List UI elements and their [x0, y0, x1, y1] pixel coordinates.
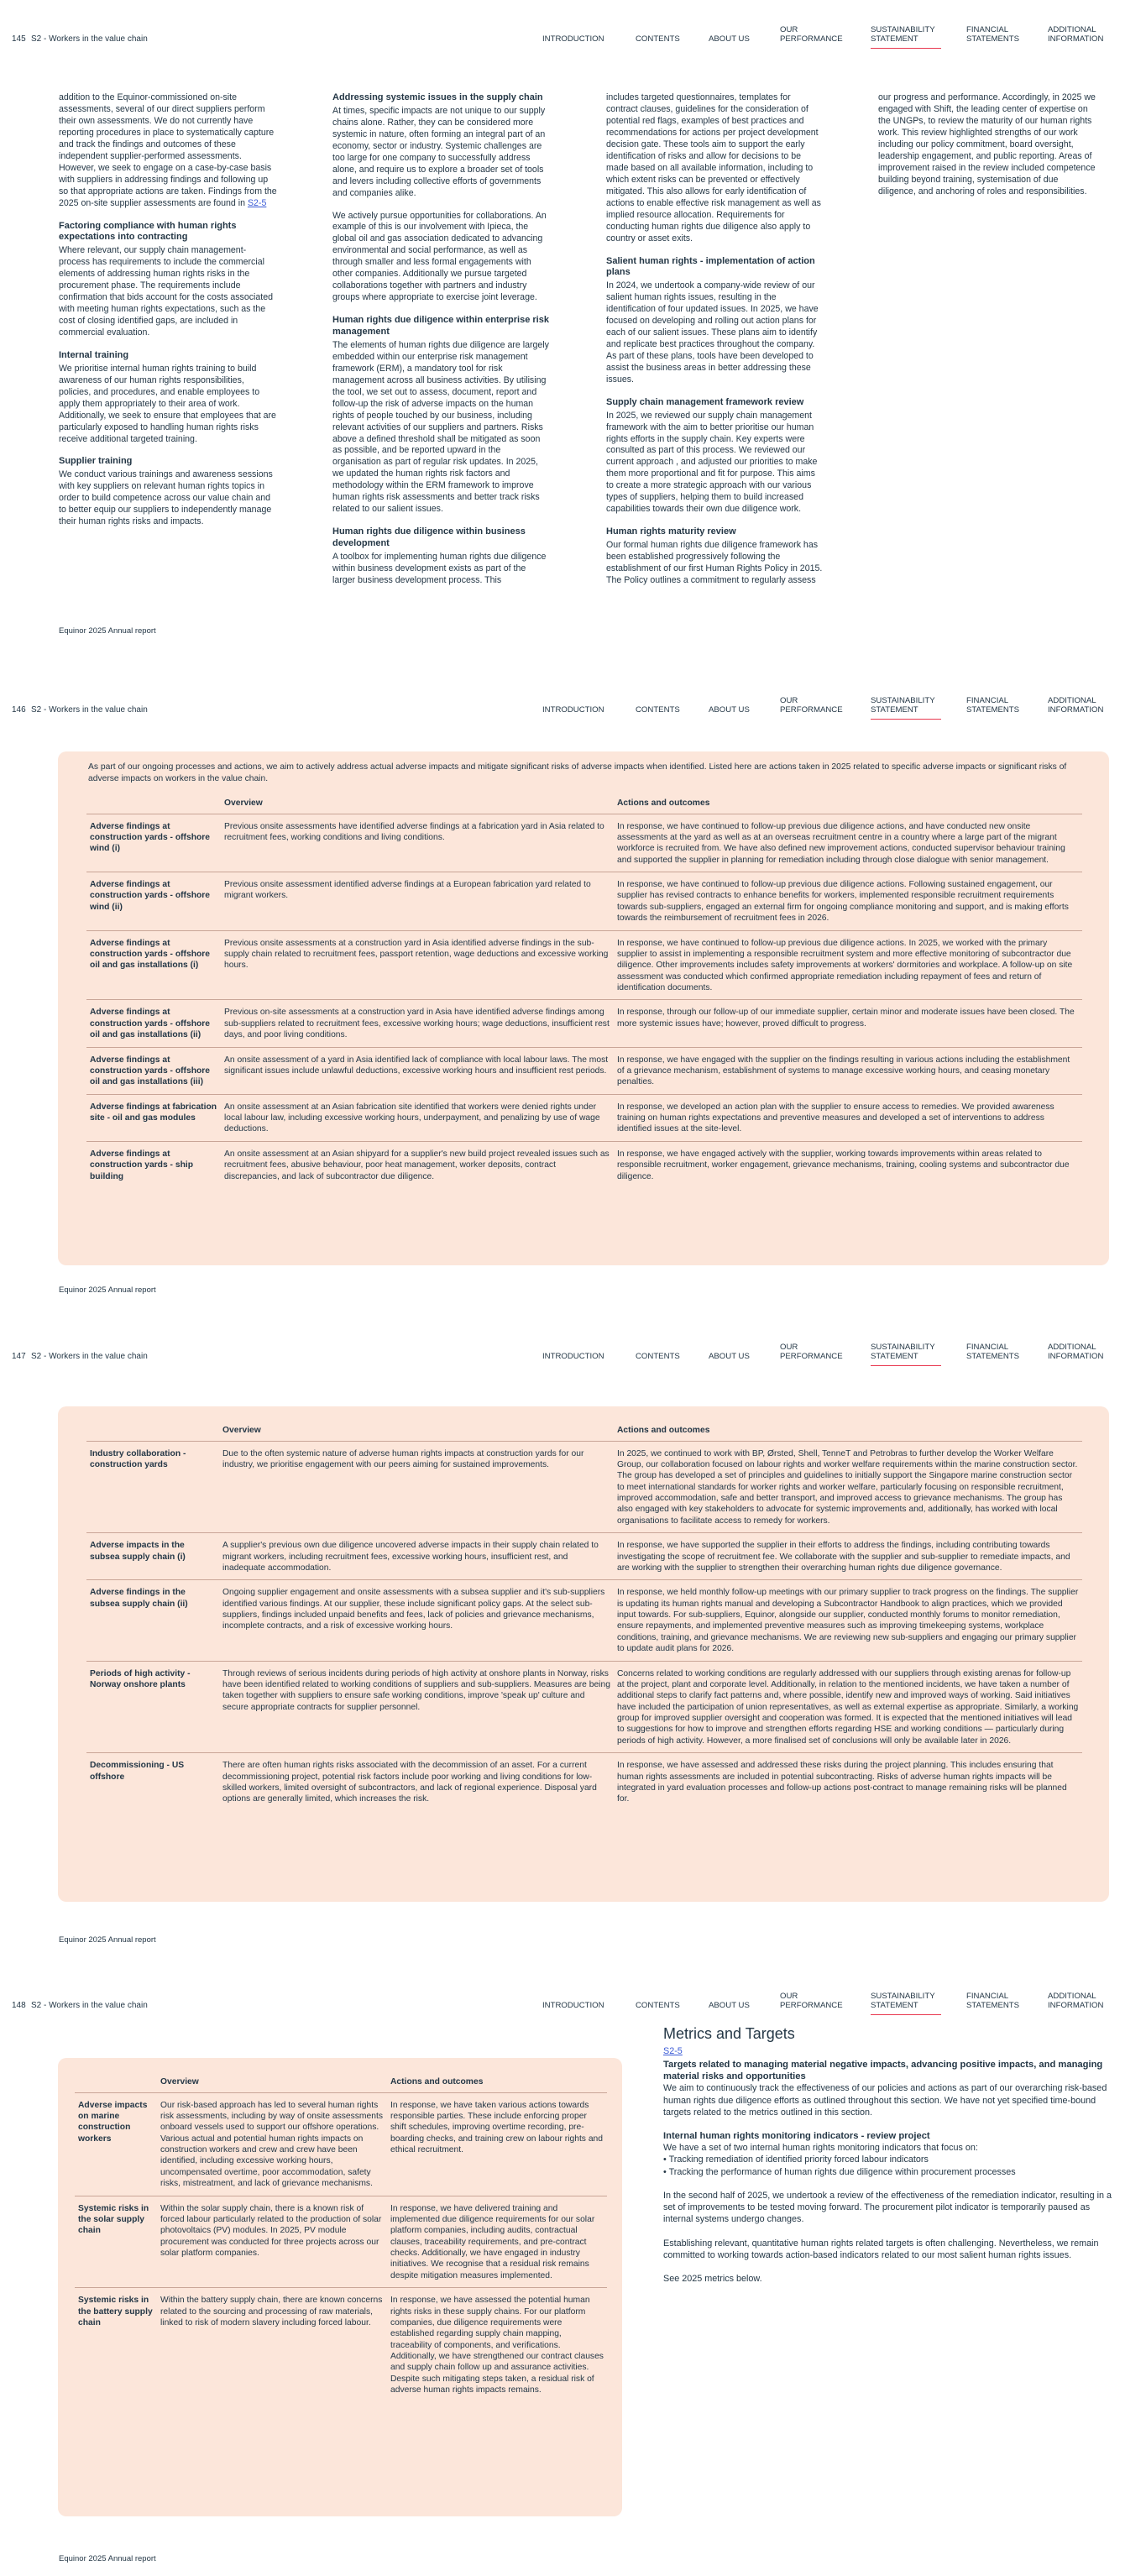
page-number: 146 [12, 705, 26, 715]
table-row [86, 1441, 1082, 1533]
nav-contents[interactable]: CONTENTS [636, 705, 680, 715]
row-label: Adverse findings at construction yards - offshore oil and gas installations (i) [86, 930, 221, 1000]
nav-financial-statements[interactable]: FINANCIAL STATEMENTS [966, 25, 1020, 45]
section-title: S2 - Workers in the value chain [31, 705, 148, 715]
row-label: Adverse findings at construction yards - offshore wind (ii) [86, 872, 221, 931]
table-row [86, 1000, 1082, 1047]
nav-additional-information[interactable]: ADDITIONAL INFORMATION [1048, 25, 1104, 45]
actions-panel [58, 751, 1109, 1265]
page-header [0, 694, 1146, 720]
paragraph: Establishing relevant, quantitative human rights related targets is often challenging. Nevertheless, we remain committed to working towards action-based indicators related to our most salient human rights issues. [663, 2238, 1099, 2260]
nav-financial-statements[interactable]: FINANCIAL STATEMENTS [966, 1992, 1020, 2011]
metrics-section [663, 2045, 1117, 2296]
paragraph: We conduct various trainings and awareness sessions with key suppliers on relevant human rights topics in order to build competence across our value chain and to better equip our suppliers to independently manage their human rights risks and impacts. [59, 469, 273, 527]
row-overview: An onsite assessment at an Asian shipyard for a supplier's new build project revealed issues such as recruitment fees, abusive behaviour, poor heat management, worker deposits, contract discrepancies, and lack of subcontractor due diligence. [224, 1149, 610, 1181]
page-146 [0, 671, 1146, 1315]
nav-sustainability-statement[interactable]: SUSTAINABILITY STATEMENT [871, 1992, 941, 2015]
page-header [0, 1341, 1146, 1366]
row-label: Adverse impacts on marine construction workers [75, 2092, 157, 2196]
page-number: 147 [12, 1352, 26, 1361]
nav-introduction[interactable]: INTRODUCTION [542, 34, 604, 44]
heading: Targets related to managing material negative impacts, advancing positive impacts, and managing material risks and opportunities [663, 2060, 1103, 2082]
row-label: Adverse findings in the subsea supply chain (ii) [86, 1580, 219, 1661]
page-148 [0, 1966, 1146, 2576]
row-actions: In response, we have taken various actions towards responsible parties. These include enforcing proper shift schedules, improving overtime recording, pre-boarding checks, and training crew on labour rights and ethical recruitment. [387, 2092, 607, 2196]
nav-sustainability-statement[interactable]: SUSTAINABILITY STATEMENT [871, 25, 941, 49]
page-145 [0, 0, 1146, 644]
nav-financial-statements[interactable]: FINANCIAL STATEMENTS [966, 696, 1020, 715]
row-actions: In 2025, we continued to work with BP, Ørsted, Shell, TenneT and Petrobras to further develop the Worker Welfare Group, our collaboration focused on labour rights and worker welfare requirements within the marine construction sector. The group has developed a set of principles and guidelines to initially support the Singapore marine construction sector to meet international standards for worker rights and worker welfare, particularly focusing on responsible recruitment, improved accommodation, safe and better transport, and improved access to grievance mechanisms. The group has also engaged with key stakeholders to advocate for systemic improvements and, additionally, has worked with local organisations to facilitate access to remedy for workers. [614, 1441, 1082, 1533]
paragraph: Our formal human rights due diligence framework has been established progressively following the establishment of our first Human Rights Policy in 2015. The Policy outlines a commitment to regularly assess [606, 540, 823, 585]
table-row [86, 1094, 1082, 1141]
actions-table [86, 1423, 1082, 1811]
row-overview: Previous on-site assessments at a construction yard in Asia have identified adverse findings among sub-suppliers related to recruitment fees, excessive working hours; wage deductions, insufficient rest days, and poor living conditions. [221, 1000, 614, 1047]
paragraph: includes targeted questionnaires, templates for contract clauses, guidelines for the consideration of potential red flags, examples of best practices and recommendations for actions per project development decision gate. These tools aim to support the early identification of risks and allow for decisions to be made based on all available information, including to which extent risks can be prevented or effectively mitigated. This also allows for early identification of actions to enable effective risk management as well as implied resource allocation. Requirements for conducting human rights due diligence also apply to country or asset exits. [606, 92, 821, 243]
nav-introduction[interactable]: INTRODUCTION [542, 1352, 604, 1361]
row-overview: An onsite assessment of a yard in Asia identified lack of compliance with local labour laws. The most significant issues include unlawful deductions, excessive working hours and insufficient rest periods. [221, 1047, 614, 1094]
actions-table [86, 796, 1082, 1188]
nav-contents[interactable]: CONTENTS [636, 34, 680, 44]
row-overview: Our risk-based approach has led to several human rights risk assessments, including by way of onsite assessments onboard vessels used to support our offshore operations. Various actual and potential human rights impacts on construction workers and crew and crew have been identified, including excessive working hours, uncompensated overtime, poor accommodation, safety risks, mistreatment, and lack of grievance mechanisms. [157, 2092, 387, 2196]
bullet-item: • Tracking remediation of identified priority forced labour indicators [663, 2155, 929, 2165]
row-actions: Concerns related to working conditions are regularly addressed with our suppliers through existing arenas for follow-up at the project, plant and corporate level. Additionally, in relation to the mentioned incidents, we have taken a number of additional steps to clarify fact patterns and, where possible, identify new and improved ways of working. Said initiatives have included the participation of union representatives, as well as external expertise as appropriate. Similarly, a working group for improved supplier oversight and cooperation was formed. It is expected that the mentioned initiatives will lead to suggestions for how to improve and strengthen efforts regarding HSE and working conditions — particularly during periods of high activity. However, a more finalised set of conclusions will only be available later in 2026. [614, 1661, 1082, 1753]
table-row [86, 872, 1082, 931]
paragraph: Where relevant, our supply chain management-process has requirements to include the commercial elements of addressing human rights risks in the procurement phase. The requirements include confirmation that bids account for the costs associated with meeting human rights expectations, such as the cost of closing identified gaps, are included in commercial evaluation. [59, 245, 273, 338]
actions-table [75, 2075, 607, 2402]
row-actions: In response, we have assessed and addressed these risks during the project planning. This includes ensuring that human rights assessments are included in potential subcontracting. Risks of adverse human rights impacts will be integrated in yard evaluation processes and follow-up actions post-contract to manage remaining risks will be planned for. [617, 1761, 1067, 1804]
nav-about-us[interactable]: ABOUT US [709, 1352, 750, 1361]
page-147 [0, 1317, 1146, 1961]
heading: Addressing systemic issues in the supply chain [332, 92, 543, 102]
table-row [86, 1141, 1082, 1188]
row-label: Systemic risks in the solar supply chain [75, 2196, 157, 2288]
page-number: 145 [12, 34, 26, 44]
row-overview: Ongoing supplier engagement and onsite assessments with a subsea supplier and it's sub-suppliers identified various findings. At our supplier, these include significant policy gaps. At the select sub-suppliers, findings included unpaid benefits and fees, lack of policies and grievance mechanisms, incomplete contracts, and a risk of excessive working hours. [219, 1580, 614, 1661]
paragraph: We aim to continuously track the effectiveness of our policies and actions as part of our overarching risk-based human rights due diligence efforts as outlined throughout this section. We have not yet specified time-bound targets related to the metrics outlined in this section. [663, 2083, 1107, 2118]
paragraph: We prioritise internal human rights training to build awareness of our human rights responsibilities, policies, and procedures, and enable employees to apply them appropriately to their area of work. Additionally, we seek to ensure that employees that are particularly exposed to handling human rights risks receive additional targeted training. [59, 363, 276, 444]
row-overview: Previous onsite assessments have identified adverse findings at a fabrication yard in Asia related to recruitment fees, working conditions and living conditions. [221, 814, 614, 872]
row-label: Systemic risks in the battery supply chain [78, 2296, 153, 2327]
nav-additional-information[interactable]: ADDITIONAL INFORMATION [1048, 1343, 1104, 1362]
paragraph: In the second half of 2025, we undertook a review of the effectiveness of the remediation indicator, resulting in a set of improvements to be tested moving forward. The procurement pilot indicator is temporarily paused as internal systems undergo changes. [663, 2190, 1112, 2225]
header-overview: Overview [219, 1423, 614, 1441]
nav-sustainability-statement[interactable]: SUSTAINABILITY STATEMENT [871, 1343, 941, 1366]
row-overview: Previous onsite assessment identified adverse findings at a European fabrication yard related to migrant workers. [221, 872, 614, 931]
paragraph: At times, specific impacts are not unique to our supply chains alone. Rather, they can be considered more systemic in nature, often forming an integral part of an economy, sector or industry. Systemic challenges are too large for one company to successfully address alone, and require us to explore a broader set of tools and levers including collective efforts of governments and companies alike. [332, 105, 546, 198]
column-2 [332, 92, 551, 598]
row-actions: In response, we have assessed the potential human rights risks in these supply chains. For our platform companies, due diligence requirements were established regarding supply chain mapping, traceability of components, and verifications. Additionally, we have strengthened our contract clauses and supply chain follow up and assurance activities. Despite such mitigating steps taken, a residual risk of adverse human rights impacts remains. [390, 2296, 604, 2395]
paragraph: A toolbox for implementing human rights due diligence within business development exists as part of the larger business development process. This [332, 551, 547, 585]
row-label: Adverse findings at fabrication site - oil and gas modules [86, 1094, 221, 1141]
page-footer: Equinor 2025 Annual report [59, 626, 156, 636]
row-label: Adverse findings at construction yards - offshore oil and gas installations (iii) [86, 1047, 221, 1094]
page-number: 148 [12, 2001, 26, 2010]
table-row [86, 1753, 1082, 1811]
heading: Internal training [59, 349, 129, 360]
row-label: Adverse impacts in the subsea supply chain (i) [86, 1533, 219, 1580]
heading: Supplier training [59, 456, 133, 467]
heading: Human rights due diligence within business development [332, 526, 526, 549]
paragraph: See 2025 metrics below. [663, 2274, 762, 2284]
bullet-item: • Tracking the performance of human rights due diligence within procurement processes [663, 2166, 1016, 2177]
nav-sustainability-statement[interactable]: SUSTAINABILITY STATEMENT [871, 696, 941, 720]
heading: Human rights due diligence within enterprise risk management [332, 315, 549, 337]
nav-additional-information[interactable]: ADDITIONAL INFORMATION [1048, 696, 1104, 715]
table-header-row [86, 796, 1082, 814]
row-actions: In response, we have delivered training and implemented due diligence requirements for our solar platform companies, including audits, contractual clauses, traceability requirements, and pre-contract checks. Additionally, we have engaged in industry initiatives. We recognise that a residual risk remains despite mitigation measures implemented. [387, 2196, 607, 2288]
row-label: Adverse findings at construction yards - offshore wind (i) [86, 814, 221, 872]
page-header [0, 1990, 1146, 2015]
heading: Salient human rights - implementation of action plans [606, 255, 815, 278]
paragraph: In 2024, we undertook a company-wide review of our salient human rights issues, resulting in the identification of four updated issues. In 2025, we have focused on developing and rolling out action plans for each of our salient issues. These plans aim to identify and replicate best practices throughout the company. As part of these plans, tools have been developed to assist the business areas in better addressing these issues. [606, 280, 819, 385]
row-actions: In response, we have continued to follow-up previous due diligence actions, and have conducted new onsite assessments at the yard as well as at an overseas recruitment centre in a country where a large part of the migrant workforce is recruited from. We have also defined new improvement actions, conducted supervisor behaviour training and supported the supplier in planning for remediation including through close dialogue with senior management. [614, 814, 1082, 872]
s2-5-link[interactable]: S2-5 [663, 2046, 683, 2056]
column-4 [878, 92, 1096, 209]
nav-financial-statements[interactable]: FINANCIAL STATEMENTS [966, 1343, 1020, 1362]
page-footer: Equinor 2025 Annual report [59, 2554, 156, 2563]
row-actions: In response, we developed an action plan with the supplier to ensure access to remedies. We provided awareness training on human rights expectations and preventive measures and developed a set of interventions to address identified issues at the site-level. [614, 1094, 1082, 1141]
nav-about-us[interactable]: ABOUT US [709, 2001, 750, 2010]
actions-panel [58, 1406, 1109, 1902]
header-actions: Actions and outcomes [614, 1423, 1082, 1441]
column-1 [59, 92, 277, 539]
row-overview: Through reviews of serious incidents during periods of high activity at onshore plants in Norway, risks have been identified related to working conditions of suppliers and sub-suppliers. Measures are being taken together with suppliers to ensure safe working conditions, improve 'speak up' culture and secure appropriate contracts for supplier personnel. [219, 1661, 614, 1753]
row-overview: Due to the often systemic nature of adverse human rights impacts at construction yards for our industry, we prioritise engagement with our peers aiming for sustained improvements. [219, 1441, 614, 1533]
nav-our-performance[interactable]: OUR PERFORMANCE [780, 25, 843, 45]
heading: Factoring compliance with human rights expectations into contracting [59, 220, 237, 243]
heading: Human rights maturity review [606, 526, 736, 537]
row-actions: In response, we have continued to follow-up previous due diligence actions. Following sustained engagement, our supplier has revised contracts to enhance benefits for workers, implemented responsible recruitment requirements towards sub-suppliers, engaged an external firm for ongoing compliance monitoring and support, and is making efforts towards the reimbursement of recruitment fees in 2026. [614, 872, 1082, 931]
row-overview: A supplier's previous own due diligence uncovered adverse impacts in their supply chain related to migrant workers, including recruitment fees, excessive working hours, insufficient rest, and inadequate accommodation. [219, 1533, 614, 1580]
nav-contents[interactable]: CONTENTS [636, 1352, 680, 1361]
section-title: S2 - Workers in the value chain [31, 1352, 148, 1361]
table-row [75, 2288, 607, 2402]
nav-contents[interactable]: CONTENTS [636, 2001, 680, 2010]
row-actions: In response, we have continued to follow-up previous due diligence actions. In 2025, we worked with the primary supplier to assist in implementing a responsible recruitment system and more effective monitoring of subcontractor due diligence. Other improvements includes safety improvements at workers' dormitories and workplace. A follow-up on site assessment was conducted which confirmed appropriate remediation including repayment of fees and return of identification documents. [614, 930, 1082, 1000]
column-3 [606, 92, 824, 598]
header-actions: Actions and outcomes [614, 796, 1082, 814]
row-actions: In response, through our follow-up of our immediate supplier, certain minor and moderate issues have been closed. The more systemic issues have; however, proved difficult to progress. [614, 1000, 1082, 1047]
header-cell [75, 2075, 157, 2092]
heading: Supply chain management framework review [606, 396, 804, 407]
header-cell [86, 1423, 219, 1441]
table-header-row [86, 1423, 1082, 1441]
table-row [86, 930, 1082, 1000]
header-cell [86, 796, 221, 814]
row-actions: In response, we have engaged actively with the supplier, working towards improvements within areas related to responsible recruitment, worker engagement, grievance mechanisms, training, cooling systems and subcontractor due diligence. [617, 1149, 1070, 1181]
row-overview: An onsite assessment at an Asian fabrication site identified that workers were denied rights under local labour law, including excessive working hours, underpayment, and penalizing by use of wage deductions. [221, 1094, 614, 1141]
row-overview: There are often human rights risks associated with the decommission of an asset. For a current decommissioning project, potential risk factors include poor working and living conditions for low-skilled workers, limited oversight of subcontractors, and lack of regional experience. Disposal yard options are generally limited, which increases the risk. [222, 1761, 597, 1804]
metrics-title: Metrics and Targets [663, 2025, 795, 2042]
nav-our-performance[interactable]: OUR PERFORMANCE [780, 696, 843, 715]
table-header-row [75, 2075, 607, 2092]
row-label: Adverse findings at construction yards - ship building [90, 1149, 194, 1181]
nav-additional-information[interactable]: ADDITIONAL INFORMATION [1048, 1992, 1104, 2011]
row-actions: In response, we have engaged with the supplier on the findings resulting in various actions including the establishment of a grievance mechanism, establishment of systems to manage excessive working hours, and ceasing monetary penalties. [614, 1047, 1082, 1094]
paragraph: The elements of human rights due diligence are largely embedded within our enterprise risk management framework (ERM), a mandatory tool for risk management across all business activities. By utilising the tool, we set out to assess, document, report and follow-up the risk of adverse impacts on the human rights of people touched by our business, including relevant activities of our suppliers and partners. Risks above a defined threshold shall be mitigated as soon as possible, and be reported upward in the organisation as part of regular risk updates. In 2025, we updated the human rights risk factors and methodology within the ERM framework to improve human rights risk assessments and better track risks related to our salient issues. [332, 339, 549, 515]
nav-introduction[interactable]: INTRODUCTION [542, 2001, 604, 2010]
row-label: Periods of high activity - Norway onshore plants [86, 1661, 219, 1753]
nav-our-performance[interactable]: OUR PERFORMANCE [780, 1992, 843, 2011]
nav-about-us[interactable]: ABOUT US [709, 34, 750, 44]
header-overview: Overview [221, 796, 614, 814]
row-overview: Within the solar supply chain, there is a known risk of forced labour particularly related to the production of solar photovoltaics (PV) modules. In 2025, PV module procurement was conducted for three projects across our solar platform companies. [157, 2196, 387, 2288]
nav-our-performance[interactable]: OUR PERFORMANCE [780, 1343, 843, 1362]
row-overview: Within the battery supply chain, there are known concerns related to the sourcing and processing of raw materials, linked to risk of modern slavery including forced labour. [160, 2296, 383, 2327]
section-title: S2 - Workers in the value chain [31, 34, 148, 44]
page-header [0, 24, 1146, 49]
header-overview: Overview [157, 2075, 387, 2092]
row-label: Industry collaboration - construction yards [86, 1441, 219, 1533]
row-actions: In response, we held monthly follow-up meetings with our primary supplier to track progress on the findings. The supplier is updating its human rights manual and developing a Subcontractor Handbook to align practices, which we provided input towards. For sub-suppliers, Equinor, alongside our supplier, conducted monthly forums to monitor remediation, ensure repayments, and implemented preventive measures such as improving timekeeping systems, workplace conditions, training, and grievance mechanisms. We are reviewing new sub-suppliers and engaging our primary supplier to update audit plans for 2026. [614, 1580, 1082, 1661]
table-row [86, 1047, 1082, 1094]
table-row [75, 2092, 607, 2196]
header-actions: Actions and outcomes [387, 2075, 607, 2092]
page-footer: Equinor 2025 Annual report [59, 1285, 156, 1295]
table-row [75, 2196, 607, 2288]
paragraph: We have a set of two internal human rights monitoring indicators that focus on: [663, 2143, 978, 2153]
table-row [86, 814, 1082, 872]
paragraph: In 2025, we reviewed our supply chain management framework with the aim to better prioritise our human rights efforts in the supply chain. Key experts were consulted as part of this process. We reviewed our current approach , and adjusted our priorities to make them more proportional and fit for purpose. This aims to create a more strategic approach with our various types of suppliers, helping them to build increased capabilities towards their own due diligence work. [606, 410, 818, 515]
table-row [86, 1661, 1082, 1753]
paragraph: We actively pursue opportunities for collaborations. An example of this is our involvement with Ipieca, the global oil and gas association dedicated to advancing environmental and social performance, as well as through smaller and less formal engagements with other companies. Additionally we pursue targeted collaborations together with partners and industry groups where appropriate to exercise joint leverage. [332, 210, 547, 303]
s2-5-link[interactable]: S2-5 [247, 197, 267, 208]
row-label: Adverse findings at construction yards - offshore oil and gas installations (ii) [86, 1000, 221, 1047]
paragraph: our progress and performance. Accordingly, in 2025 we engaged with Shift, the leading center of expertise on the UNGPs, to review the maturity of our human rights work. This review highlighted strengths of our work including our policy commitment, board oversight, leadership engagement, and public reporting. Areas of improvement raised in the review included competence building beyond training, systemisation of due diligence, and anchoring of roles and responsibilities. [878, 92, 1096, 196]
nav-introduction[interactable]: INTRODUCTION [542, 705, 604, 715]
row-label: Decommissioning - US offshore [90, 1761, 185, 1782]
page-footer: Equinor 2025 Annual report [59, 1935, 156, 1945]
table-row [86, 1580, 1082, 1661]
nav-about-us[interactable]: ABOUT US [709, 705, 750, 715]
section-title: S2 - Workers in the value chain [31, 2001, 148, 2010]
row-overview: Previous onsite assessments at a construction yard in Asia identified adverse findings in the sub-supply chain related to recruitment fees, passport retention, wage deductions and excessive working hours. [221, 930, 614, 1000]
row-actions: In response, we have supported the supplier in their efforts to address the findings, including contributing towards investigating the scope of recruitment fee. We collaborate with the supplier and sub-supplier to remediate impacts, and are working with the supplier to strengthen their overarching human rights due diligence governance. [614, 1533, 1082, 1580]
paragraph: addition to the Equinor-commissioned on-site assessments, several of our direct suppliers perform their own assessments. We do not currently have reporting procedures in place to systematically capture and track the findings and outcomes of these independent supplier-performed assessments. However, we seek to engage on a case-by-case basis with suppliers in addressing findings and following up so that appropriate actions are taken. Findings from the 2025 on-site supplier assessments are found in [59, 92, 277, 208]
actions-panel [58, 2058, 622, 2516]
intro-text: As part of our ongoing processes and actions, we aim to actively address actual adverse impacts and mitigate significant risks of adverse impacts when identified. Listed here are actions taken in 2025 related to specific adverse impacts or significant risks of adverse impacts on workers in the value chain. [88, 762, 1067, 783]
heading: Internal human rights monitoring indicators - review project [663, 2131, 930, 2141]
table-row [86, 1533, 1082, 1580]
